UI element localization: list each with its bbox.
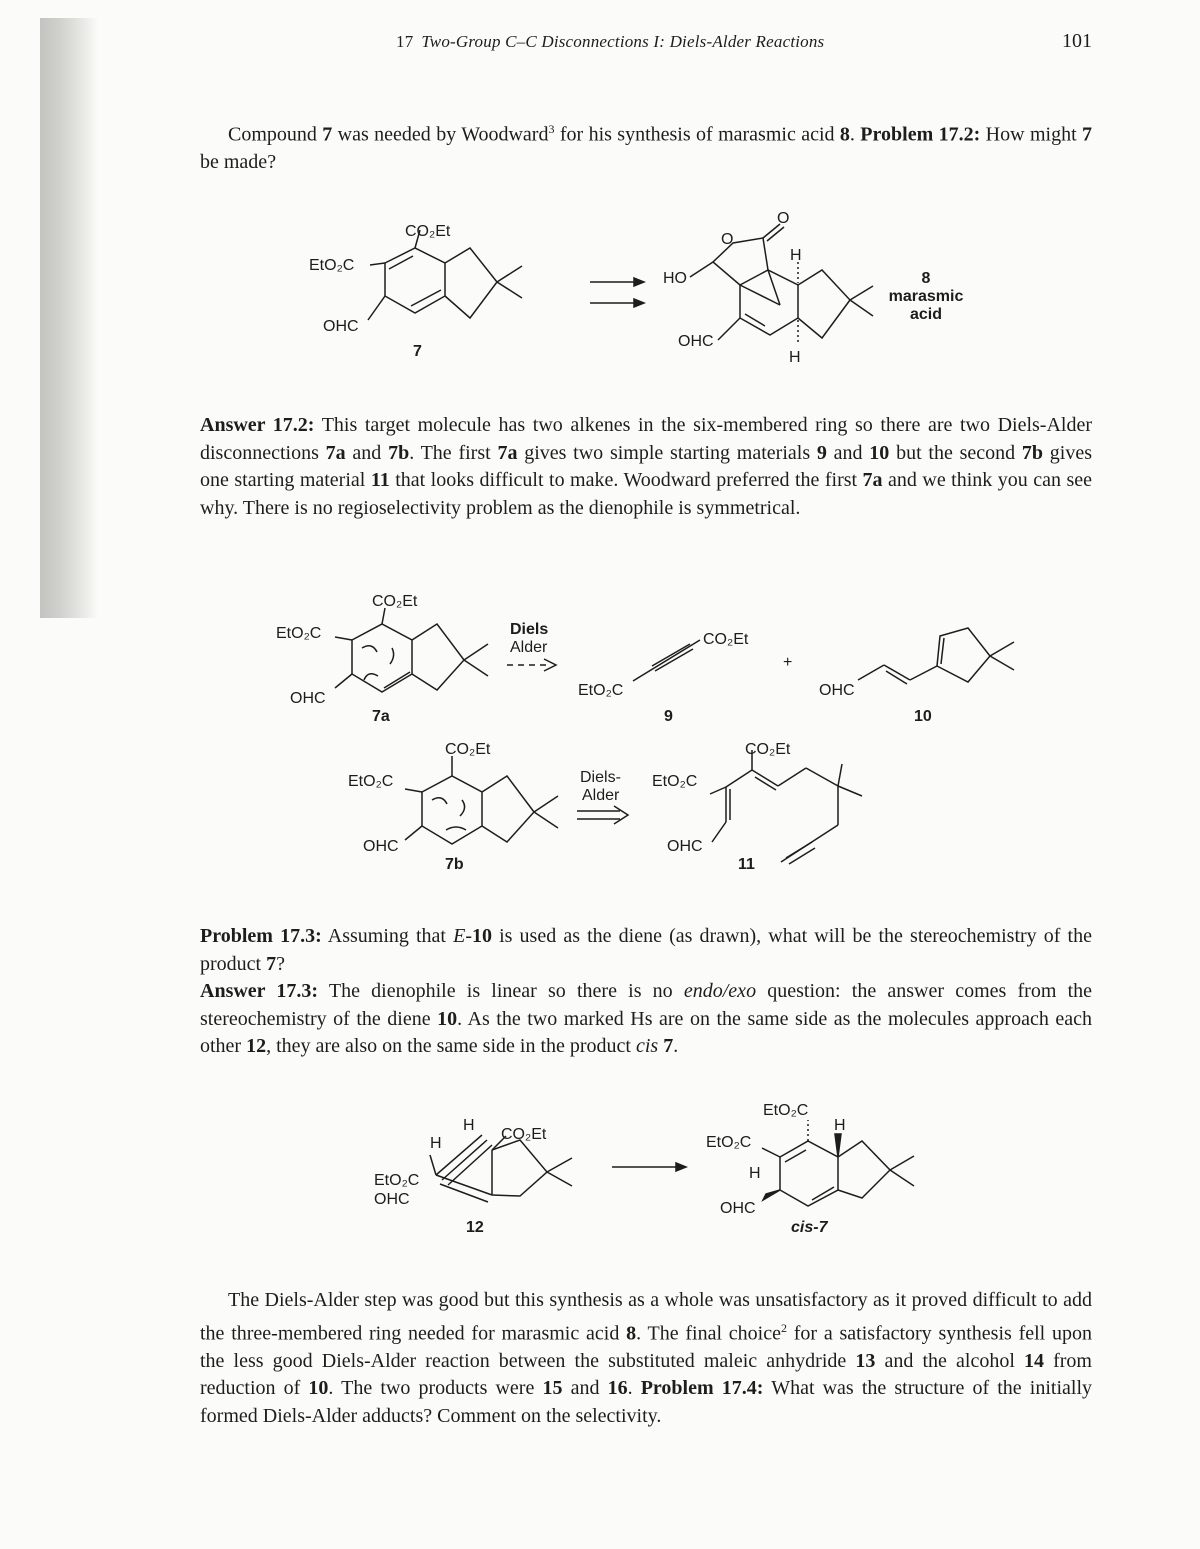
answer-17-3-label: Answer 17.3: [200, 980, 319, 1002]
label-co2et: CO₂Et [703, 631, 749, 648]
label-ohc: OHC [290, 690, 326, 707]
answer-17-2-paragraph: Answer 17.2: This target molecule has two alkenes in the six-membered ring so there are two Diels-Alder disconnections 7a and 7b. The first 7a gives two simple starting materials 9 and 10 but the second 7b gives one starting material 11 that looks difficult to make. Woodward preferred the first 7a and we think you can see why. There is no regioselectivity problem as the dienophile is symmetrical. [200, 414, 1092, 519]
name-acid: acid [909, 306, 943, 323]
label-eto2c: EtO₂C [578, 682, 624, 699]
label-diels: Diels [510, 621, 549, 638]
label-ohc: OHC [374, 1191, 410, 1208]
chapter-number: 17 [396, 32, 414, 51]
running-title: Two-Group C–C Disconnections I: Diels-Alder Reactions [421, 32, 825, 51]
label-ohc: OHC [667, 838, 703, 855]
answer-17-2-label: Answer 17.2: [200, 414, 315, 436]
compound-label-7a: 7a [372, 708, 390, 725]
label-ohc: OHC [819, 682, 855, 699]
label-carbonyl-oxygen: O [777, 210, 790, 227]
compound-label-12: 12 [466, 1219, 484, 1236]
problem-17-3-paragraph: Problem 17.3: Assuming that E-10 is used as the diene (as drawn), what will be the stereochemistry of the product 7? [200, 925, 1092, 975]
problem-17-2-label: Problem 17.2: [860, 123, 981, 146]
compound-label-7b: 7b [445, 856, 464, 873]
label-co2et: CO₂Et [372, 593, 418, 610]
compound-label-9: 9 [664, 708, 673, 725]
label-eto2c: EtO₂C [276, 625, 322, 642]
problem-17-3-label: Problem 17.3: [200, 925, 322, 947]
label-ohc: OHC [678, 333, 714, 350]
label-ohc: OHC [323, 318, 359, 335]
label-ho: HO [663, 270, 687, 287]
label-eto2c: EtO₂C [652, 773, 698, 790]
label-h: H [789, 349, 801, 366]
label-alder: Alder [582, 787, 620, 804]
structure-cis-7 [706, 1102, 914, 1236]
label-eto2c: EtO₂C [309, 257, 355, 274]
label-co2et: CO₂Et [501, 1126, 547, 1143]
page-number: 101 [1062, 30, 1092, 52]
label-h: H [430, 1135, 442, 1152]
label-ohc: OHC [720, 1200, 756, 1217]
label-eto2c: EtO₂C [348, 773, 394, 790]
compound-label-cis-7: cis-7 [791, 1219, 828, 1236]
compound-label-8: 8 [921, 270, 931, 287]
label-eto2c: EtO₂C [374, 1172, 420, 1189]
compound-label-10: 10 [914, 708, 932, 725]
label-h: H [749, 1165, 761, 1182]
label-co2et: CO₂Et [745, 741, 791, 758]
label-h: H [790, 247, 802, 264]
label-ohc: OHC [363, 838, 399, 855]
intro-paragraph: Compound 7 was needed by Woodward$^3$ for his synthesis of marasmic acid 8. Problem 17.2: How might 7 be made? [200, 122, 1093, 174]
label-co2et: CO₂Et [445, 741, 491, 758]
final-paragraph: The Diels-Alder step was good but this synthesis as a whole was unsatisfactory as it proved difficult to add the three-membered ring needed for marasmic acid 8. The final choice$^2$ for a satisfactory synthesis fell upon the less good Diels-Alder reaction between the substituted maleic anhydride 13 and the alcohol 14 from reduction of 10. The two products were 15 and 16. Problem 17.4: What was the structure of the initially formed Diels-Alder adducts? Comment on the selectivity. [200, 1289, 1093, 1427]
label-h: H [834, 1117, 846, 1134]
plus-sign: + [783, 654, 793, 671]
name-marasmic: marasmic [888, 288, 964, 305]
label-co2et: CO₂Et [405, 223, 451, 240]
answer-17-3-paragraph: Answer 17.3: The dienophile is linear so there is no endo/exo question: the answer comes from the stereochemistry of the diene 10. As the two marked Hs are on the same side as the molecules approach each other 12, they are also on the same side in the product cis 7. [200, 980, 1093, 1057]
label-eto2c: EtO₂C [706, 1134, 752, 1151]
label-h: H [463, 1117, 475, 1134]
problem-17-4-label: Problem 17.4: [640, 1377, 764, 1400]
compound-label-11: 11 [738, 856, 755, 873]
reaction-arrow-2 [612, 1163, 686, 1171]
label-eto2c: EtO₂C [763, 1102, 809, 1119]
structure-12 [374, 1117, 572, 1236]
label-diels: Diels- [580, 769, 621, 786]
label-ring-oxygen: O [721, 231, 734, 248]
label-alder: Alder [510, 639, 548, 656]
compound-label-7: 7 [413, 343, 422, 360]
